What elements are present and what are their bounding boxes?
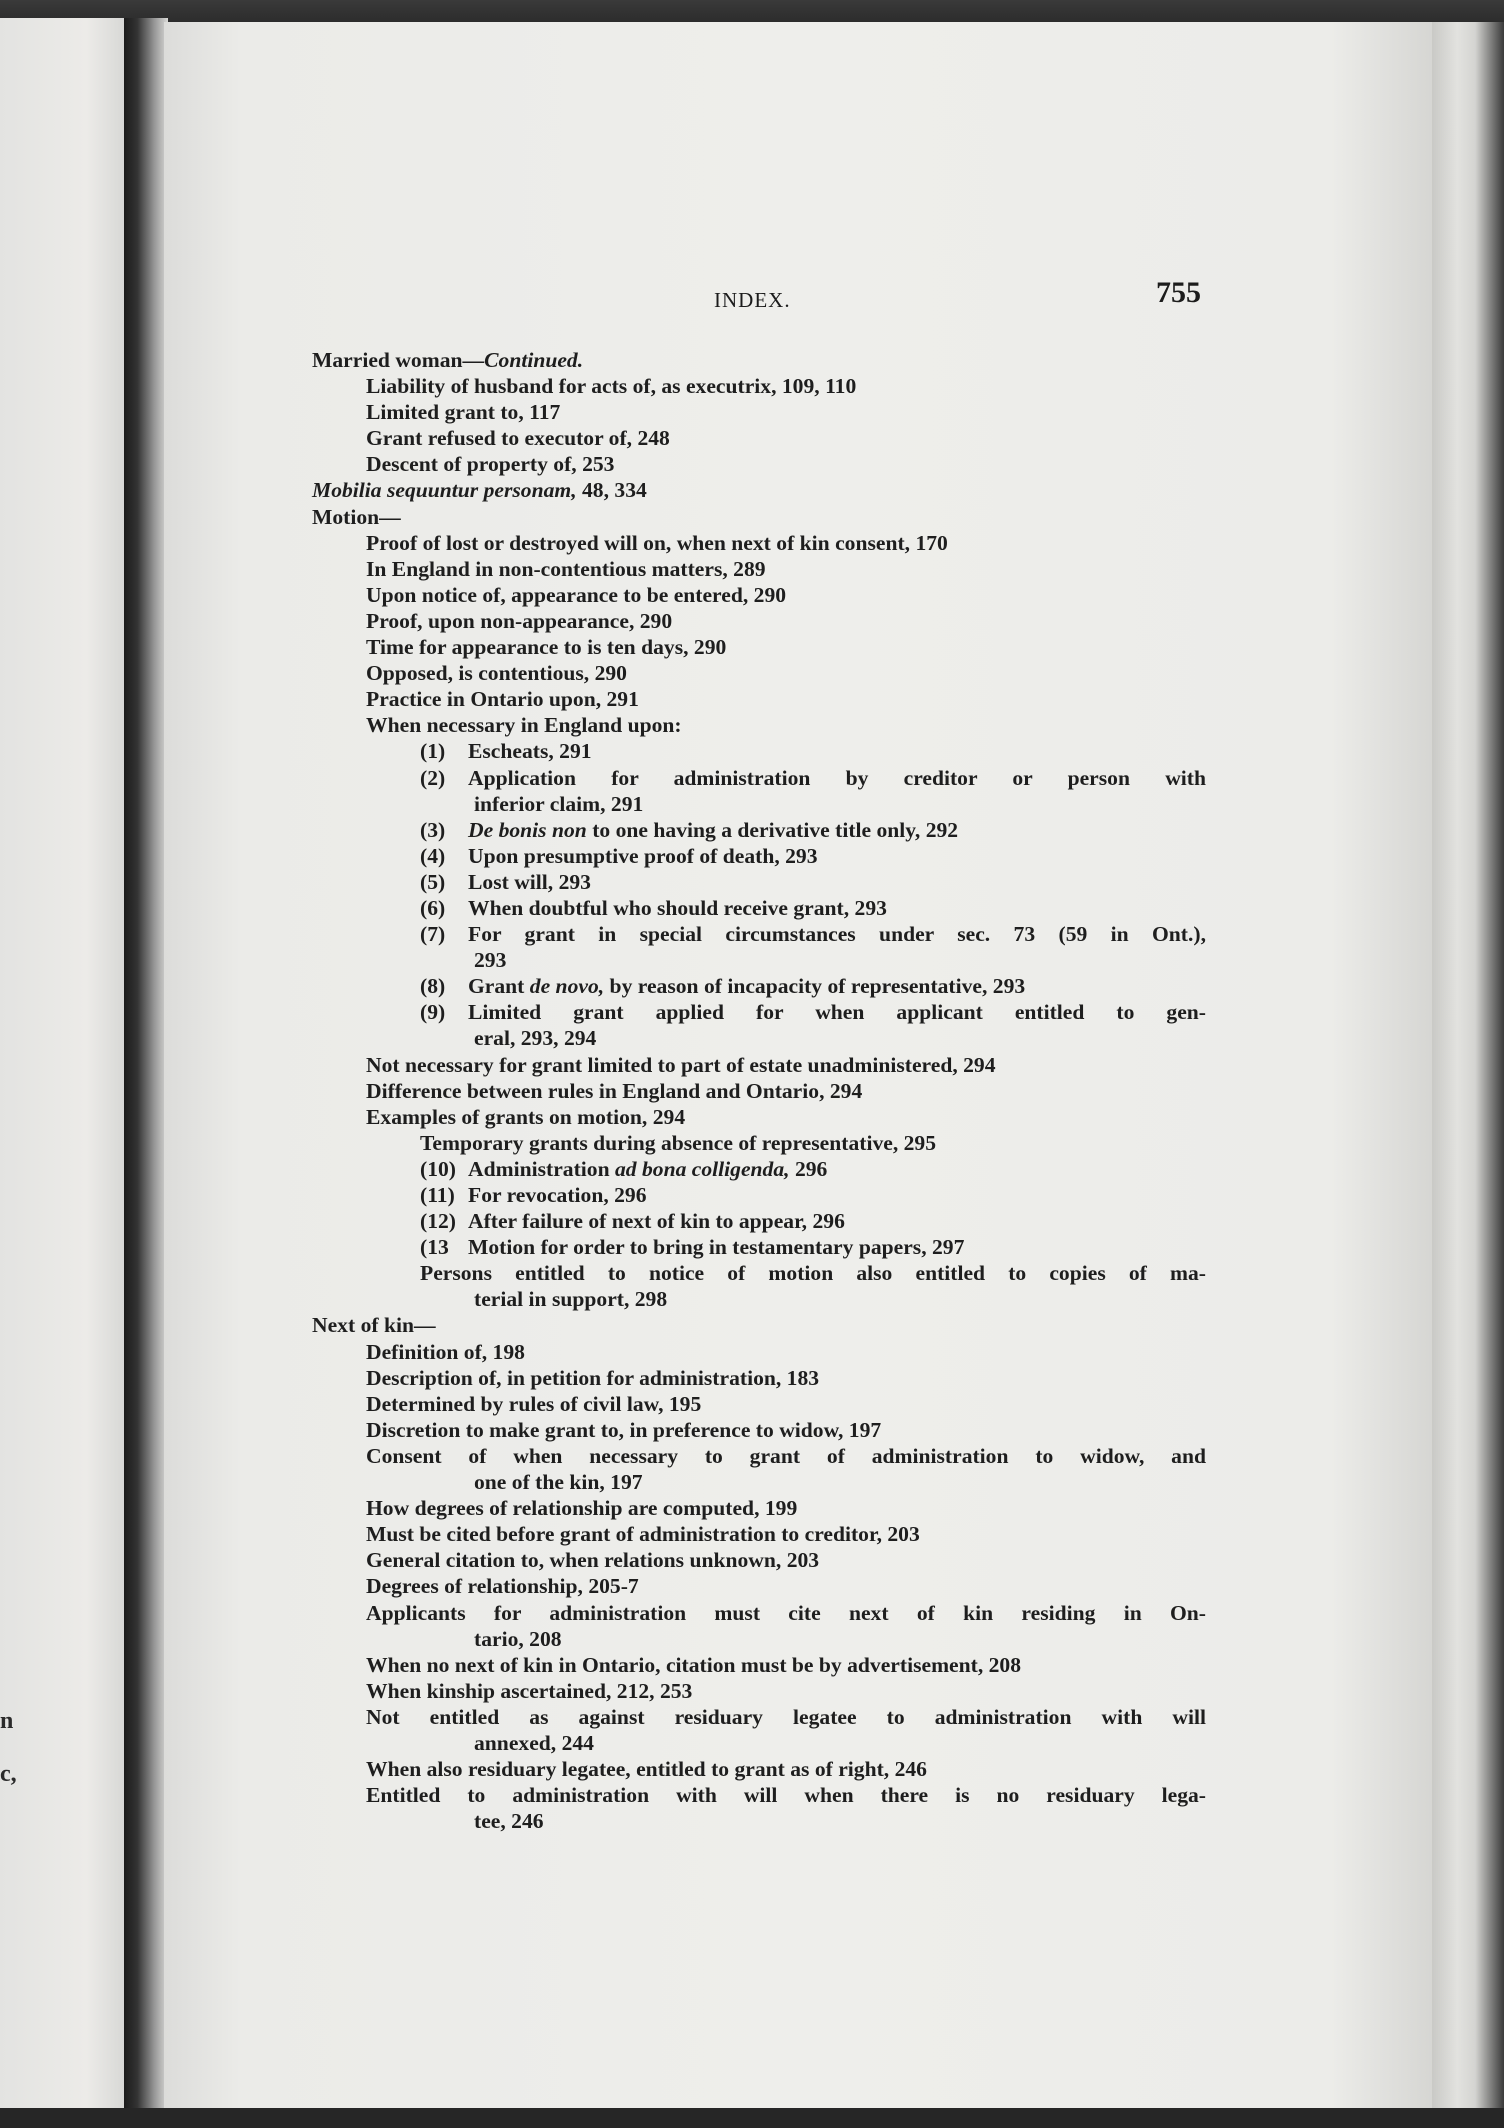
entry-number: (2) (420, 765, 446, 790)
entry-text-italic: Mobilia sequuntur personam, (312, 478, 577, 503)
index-entry (312, 1130, 1206, 1156)
index-entry (312, 1078, 1206, 1104)
index-entry (312, 1808, 1206, 1834)
entry-text-italic: ad bona colligenda, (614, 1156, 790, 1181)
index-entry (312, 1730, 1206, 1756)
entry-text: Applicants for administration must cite next of kin residing in On- (366, 1600, 1206, 1625)
index-entry (312, 1547, 1206, 1573)
entry-text: After failure of next of kin to appear, 296 (468, 1209, 845, 1234)
index-entry (312, 1104, 1206, 1130)
index-entry (312, 660, 1206, 686)
entry-text: Upon notice of, appearance to be entered, 290 (366, 582, 787, 607)
index-entry (312, 765, 1206, 791)
entry-number: (4) (420, 843, 446, 868)
entry-text: Limited grant to, 117 (366, 400, 561, 425)
index-entry (312, 895, 1206, 921)
entry-text: When doubtful who should receive grant, 293 (468, 895, 887, 920)
index-entry (312, 686, 1206, 712)
index-entry (312, 1521, 1206, 1547)
index-entry (312, 556, 1206, 582)
index-entry (312, 1025, 1206, 1051)
entry-text: Not necessary for grant limited to part of estate unadministered, 294 (366, 1052, 996, 1077)
index-entry (312, 1286, 1206, 1312)
entry-text: Opposed, is contentious, 290 (366, 661, 627, 686)
entry-text: annexed, 244 (474, 1730, 594, 1755)
entry-text: Degrees of relationship, 205-7 (366, 1574, 639, 1599)
entry-text: Next of kin— (312, 1313, 436, 1338)
entry-text: Entitled to administration with will when there is no residuary lega- (366, 1783, 1206, 1808)
book-gutter (124, 18, 168, 2110)
index-entry (312, 451, 1206, 477)
index-entry (312, 1469, 1206, 1495)
entry-number: (12) (420, 1209, 456, 1234)
entry-number: (11) (420, 1183, 455, 1207)
entry-text: Proof, upon non-appearance, 290 (366, 608, 673, 633)
entry-text: Escheats, 291 (468, 739, 592, 764)
index-entry (312, 399, 1206, 425)
index-entry (312, 817, 1206, 843)
index-entry (312, 1391, 1206, 1417)
entry-text: Application for administration by creditor or person with (468, 765, 1206, 790)
entry-text-italic: De bonis non (468, 817, 587, 842)
entry-text: tario, 208 (474, 1626, 562, 1651)
entry-text: one of the kin, 197 (474, 1470, 643, 1495)
entry-number: (1) (420, 739, 446, 764)
entry-number: (8) (420, 974, 446, 999)
index-entry (312, 738, 1206, 764)
facing-page-text: c, (0, 1761, 17, 1787)
entry-text: Motion for order to bring in testamentary papers, 297 (468, 1235, 965, 1260)
entry-text: Must be cited before grant of administration to creditor, 203 (366, 1522, 920, 1547)
entry-text: Practice in Ontario upon, 291 (366, 687, 639, 712)
index-heading (312, 477, 1206, 503)
entry-number: (5) (420, 869, 446, 894)
entry-text: When also residuary legatee, entitled to grant as of right, 246 (366, 1757, 927, 1782)
entry-number: (9) (420, 1000, 446, 1025)
entry-text: In England in non-contentious matters, 289 (366, 556, 766, 581)
index-entry (312, 1365, 1206, 1391)
entry-number: (13 (420, 1235, 449, 1260)
index-entry (312, 921, 1206, 947)
index-entry (312, 1339, 1206, 1365)
entry-text: When kinship ascertained, 212, 253 (366, 1678, 693, 1703)
index-entry (312, 1208, 1206, 1234)
entry-number: (6) (420, 895, 446, 920)
entry-text: For revocation, 296 (468, 1183, 647, 1207)
entry-text: Lost will, 293 (468, 869, 591, 894)
entry-text: Grant refused to executor of, 248 (366, 426, 670, 451)
entry-text: Descent of property of, 253 (366, 452, 615, 477)
index-entry (312, 947, 1206, 973)
entry-text: Consent of when necessary to grant of administration to widow, and (366, 1443, 1206, 1468)
index-entry (312, 999, 1206, 1025)
entry-text: Description of, in petition for administration, 183 (366, 1365, 820, 1390)
index-entry (312, 1234, 1206, 1260)
entry-text: Determined by rules of civil law, 195 (366, 1391, 702, 1416)
entry-number: (7) (420, 922, 446, 947)
facing-page-fragment (0, 18, 124, 2110)
entry-text: When necessary in England upon: (366, 713, 682, 738)
index-entry (312, 843, 1206, 869)
entry-text: inferior claim, 291 (474, 791, 644, 816)
entry-text: Upon presumptive proof of death, 293 (468, 843, 818, 868)
index-entry (312, 425, 1206, 451)
index-entry (312, 1652, 1206, 1678)
index-entry (312, 1156, 1206, 1182)
index-entry (312, 1182, 1206, 1208)
index-entry (312, 530, 1206, 556)
entry-text: Time for appearance to is ten days, 290 (366, 635, 727, 660)
index-entry (312, 869, 1206, 895)
page-number: 755 (1156, 276, 1201, 309)
entry-text: Married woman— (312, 348, 485, 372)
entry-text: Persons entitled to notice of motion also entitled to copies of ma- (420, 1261, 1206, 1286)
index-entry (312, 973, 1206, 999)
scan-background-top (0, 0, 1504, 22)
scan-background-bottom (0, 2108, 1504, 2128)
entry-text: tee, 246 (474, 1809, 544, 1834)
entry-text: by reason of incapacity of representative, 293 (604, 974, 1026, 999)
entry-text: How degrees of relationship are computed, 199 (366, 1496, 798, 1521)
index-entry (312, 791, 1206, 817)
entry-text: Temporary grants during absence of representative, 295 (420, 1130, 937, 1155)
entry-text: Difference between rules in England and Ontario, 294 (366, 1078, 863, 1103)
index-entry (312, 1052, 1206, 1078)
index-entry (312, 608, 1206, 634)
entry-text: terial in support, 298 (474, 1287, 668, 1312)
entry-text: When no next of kin in Ontario, citation must be by advertisement, 208 (366, 1652, 1022, 1677)
facing-page-text: n (0, 1708, 14, 1734)
entry-text: 296 (789, 1156, 828, 1181)
index-heading (312, 347, 1206, 373)
index-entry (312, 1782, 1206, 1808)
entry-text: Definition of, 198 (366, 1339, 525, 1364)
index-entry (312, 1495, 1206, 1521)
entry-text: to one having a derivative title only, 292 (586, 817, 959, 842)
entry-text: Proof of lost or destroyed will on, when next of kin consent, 170 (366, 530, 948, 555)
entry-text: General citation to, when relations unknown, 203 (366, 1548, 820, 1573)
entry-text: For grant in special circumstances under sec. 73 (59 in Ont.), (468, 922, 1206, 947)
entry-text: Limited grant applied for when applicant entitled to gen- (468, 1000, 1206, 1025)
index-entry (312, 1756, 1206, 1782)
entry-text: Motion— (312, 504, 401, 529)
entry-text-italic: Continued. (484, 348, 584, 372)
entry-text-italic: de novo, (529, 974, 605, 999)
page-edge (1432, 22, 1504, 2108)
index-heading (312, 504, 1206, 530)
entry-text: Liability of husband for acts of, as executrix, 109, 110 (366, 374, 857, 399)
index-entry (312, 712, 1206, 738)
index-entry (312, 1704, 1206, 1730)
entry-text: 293 (474, 948, 507, 973)
index-entry (312, 1417, 1206, 1443)
entry-text: 48, 334 (576, 478, 647, 503)
entry-number: (10) (420, 1156, 456, 1181)
entry-text: Examples of grants on motion, 294 (366, 1104, 686, 1129)
index-entry (312, 634, 1206, 660)
index-entries (312, 347, 1206, 1834)
index-entry (312, 1443, 1206, 1469)
entry-text: Grant (468, 974, 530, 999)
index-entry (312, 373, 1206, 399)
index-entry (312, 1678, 1206, 1704)
entry-text: eral, 293, 294 (474, 1026, 597, 1051)
index-entry (312, 1626, 1206, 1652)
index-heading (312, 1312, 1206, 1338)
entry-number: (3) (420, 817, 446, 842)
index-entry (312, 1573, 1206, 1599)
index-entry (312, 1260, 1206, 1286)
running-head: INDEX. (714, 288, 791, 312)
index-entry (312, 582, 1206, 608)
index-entry (312, 1600, 1206, 1626)
entry-text: Discretion to make grant to, in preference to widow, 197 (366, 1417, 882, 1442)
entry-text: Not entitled as against residuary legatee to administration with will (366, 1704, 1206, 1729)
entry-text: Administration (468, 1156, 615, 1181)
